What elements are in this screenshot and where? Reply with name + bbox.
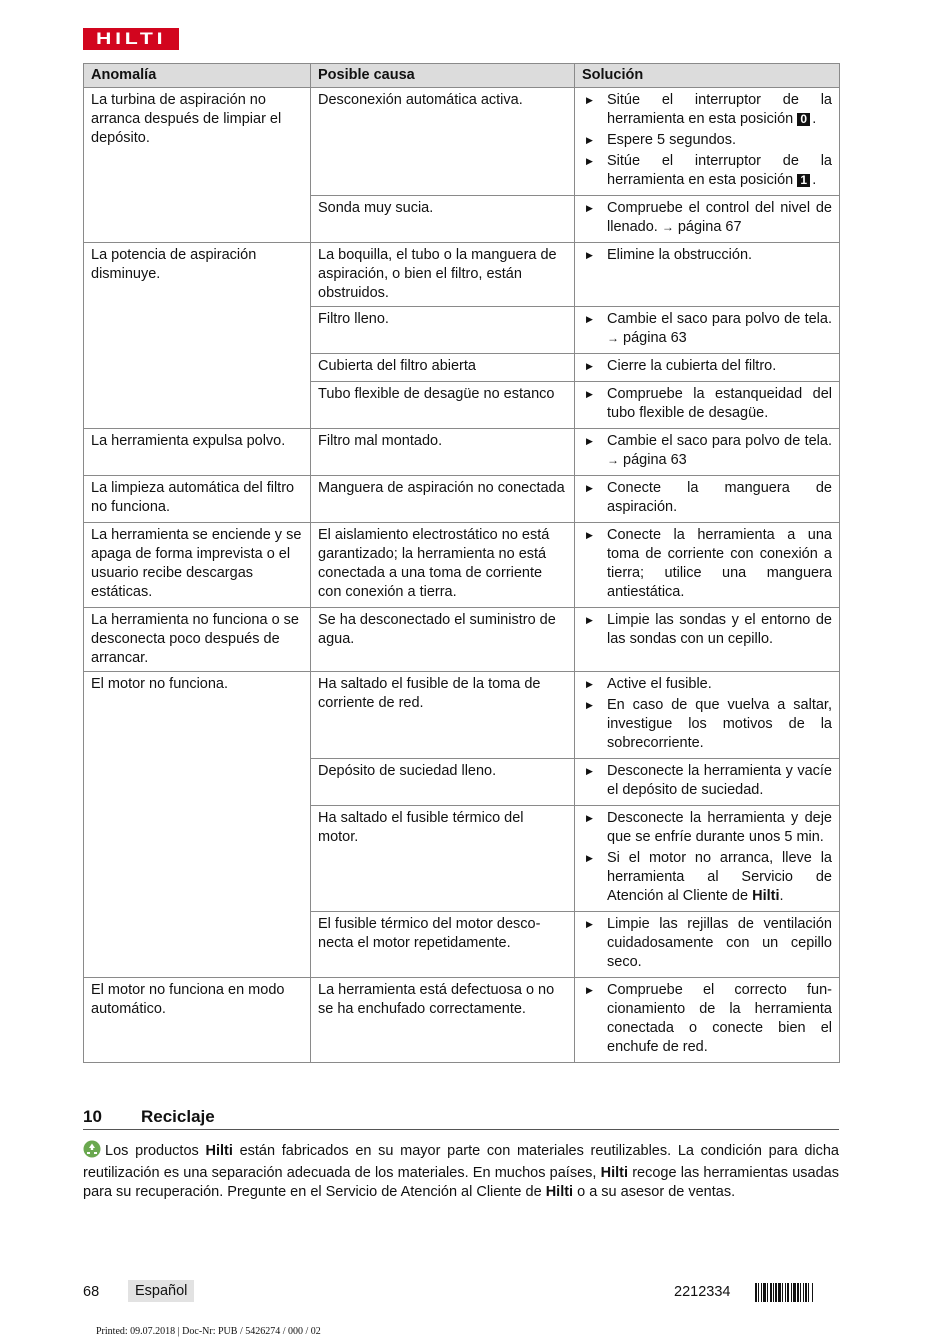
anomaly-cell: La herramienta no funciona o se desconecta poco después de arrancar. <box>84 608 311 672</box>
triangle-bullet-icon: ▶ <box>586 985 593 995</box>
solution-cell <box>575 523 840 608</box>
solution-step: ▶ Compruebe el control del nivel de llenado. → página 67 <box>586 200 832 235</box>
triangle-bullet-icon: ▶ <box>586 766 593 776</box>
arrow-right-icon: → <box>607 331 619 345</box>
arrow-right-icon: → <box>661 220 674 234</box>
cause-cell: Cubierta del filtro abierta <box>311 354 575 382</box>
cause-cell: Sonda muy sucia. <box>311 196 575 243</box>
table-row <box>84 476 840 523</box>
triangle-bullet-icon: ▶ <box>586 95 593 105</box>
page-reference[interactable]: página 63 <box>623 452 687 468</box>
cause-cell: Manguera de aspiración no conectada <box>311 476 575 523</box>
cause-cell: Filtro mal montado. <box>311 429 575 476</box>
solution-cell <box>575 429 840 476</box>
switch-position-0-icon: 0 <box>797 113 810 126</box>
solution-cell <box>575 354 840 382</box>
anomaly-cell: La herramienta se enciende y se apaga de forma imprevista o el usuario recibe descargas estáticas. <box>84 523 311 608</box>
cause-cell: La herramienta está defectuosa o no se ha enchufado correctamente. <box>311 978 575 1063</box>
solution-step: ▶ Cambie el saco para polvo de tela. → página 63 <box>586 311 832 346</box>
table-header-row <box>84 64 840 88</box>
table-row <box>84 672 840 759</box>
anomaly-cell: El motor no funciona en modo automático. <box>84 978 311 1063</box>
solution-step: ▶ Si el motor no arranca, lleve la herramienta al Servicio de Atención al Cliente de Hilti. <box>586 850 832 904</box>
solution-step: ▶ Sitúe el interruptor de la herramienta en esta posición 1 . <box>586 153 832 188</box>
solution-cell <box>575 307 840 354</box>
arrow-right-icon: → <box>607 453 619 467</box>
table-row <box>84 978 840 1063</box>
solution-cell <box>575 759 840 806</box>
cause-cell: Se ha desconectado el suministro de agua. <box>311 608 575 672</box>
triangle-bullet-icon: ▶ <box>586 250 593 260</box>
anomaly-cell: El motor no funciona. <box>84 672 311 978</box>
page-reference[interactable]: página 63 <box>623 330 687 346</box>
recycle-icon <box>83 1140 101 1164</box>
cause-cell: Depósito de suciedad lleno. <box>311 759 575 806</box>
solution-step: ▶ Compruebe el correcto funcionamiento de la herramienta conectada o conecte bien el enchufe de red. <box>586 982 832 1055</box>
print-info: Printed: 09.07.2018 | Doc-Nr: PUB / 5426274 / 000 / 02 <box>96 1326 321 1337</box>
solution-step: ▶ Cambie el saco para polvo de tela. → página 63 <box>586 433 832 468</box>
triangle-bullet-icon: ▶ <box>586 483 593 493</box>
solution-cell <box>575 978 840 1063</box>
solution-cell <box>575 196 840 243</box>
triangle-bullet-icon: ▶ <box>586 919 593 929</box>
solution-step: ▶ Sitúe el interruptor de la herramienta en esta posición 0 . <box>586 92 832 127</box>
table-row <box>84 523 840 608</box>
switch-position-1-icon: 1 <box>797 174 810 187</box>
table-row <box>84 243 840 307</box>
solution-cell <box>575 806 840 912</box>
triangle-bullet-icon: ▶ <box>586 135 593 145</box>
triangle-bullet-icon: ▶ <box>586 156 593 166</box>
recycling-paragraph: Los productos Hilti están fabricados en su mayor parte con materiales reutilizables. La condición para dicha reutilización es una separación adecuada de los materiales. En muchos países, Hilti recoge las herramientas usadas para su recuperación. Pregunte en el Servicio de Atención al Cliente de Hilti o a su asesor de ventas. <box>83 1140 839 1202</box>
solution-cell <box>575 476 840 523</box>
solution-cell <box>575 912 840 978</box>
triangle-bullet-icon: ▶ <box>586 813 593 823</box>
cause-cell: Ha saltado el fusible térmico del motor. <box>311 806 575 912</box>
solution-cell <box>575 243 840 307</box>
table-row <box>84 88 840 196</box>
page-reference[interactable]: página 67 <box>677 219 742 235</box>
triangle-bullet-icon: ▶ <box>586 853 593 863</box>
solution-step: ▶ Limpie las sondas y el entorno de las sondas con un cepillo. <box>586 612 832 647</box>
hilti-logo: HILTI <box>83 28 179 50</box>
solution-cell <box>575 672 840 759</box>
cause-cell: El aislamiento electrostático no está garantizado; la herramienta no está conectada a una toma de corriente con conexión a tierra. <box>311 523 575 608</box>
solution-step: ▶ En caso de que vuelva a saltar, investigue los motivos de la sobrecorriente. <box>586 697 832 751</box>
solution-step: ▶ Elimine la obstrucción. <box>586 247 753 263</box>
triangle-bullet-icon: ▶ <box>586 530 593 540</box>
header-solution: Solución <box>575 64 840 88</box>
triangle-bullet-icon: ▶ <box>586 700 593 710</box>
triangle-bullet-icon: ▶ <box>586 679 593 689</box>
troubleshooting-table <box>83 63 840 1063</box>
header-anomaly: Anomalía <box>84 64 311 88</box>
solution-step: ▶ Compruebe la estanqueidad del tubo flexible de desagüe. <box>586 386 832 421</box>
cause-cell: La boquilla, el tubo o la manguera de aspiración, o bien el filtro, están obstruidos. <box>311 243 575 307</box>
table-row <box>84 429 840 476</box>
triangle-bullet-icon: ▶ <box>586 615 593 625</box>
section-title: Reciclaje <box>141 1107 215 1126</box>
section-number: 10 <box>83 1107 102 1126</box>
document-number: 2212334 <box>674 1284 731 1300</box>
cause-cell: Desconexión automática activa. <box>311 88 575 196</box>
cause-cell: Filtro lleno. <box>311 307 575 354</box>
solution-step: ▶ Active el fusible. <box>586 676 712 692</box>
header-cause: Posible causa <box>311 64 575 88</box>
triangle-bullet-icon: ▶ <box>586 436 593 446</box>
solution-cell <box>575 88 840 196</box>
triangle-bullet-icon: ▶ <box>586 361 593 371</box>
section-heading <box>83 1105 839 1130</box>
brand-name: Hilti <box>752 888 780 904</box>
page-number: 68 <box>83 1284 100 1300</box>
triangle-bullet-icon: ▶ <box>586 389 593 399</box>
anomaly-cell: La limpieza automática del filtro no funciona. <box>84 476 311 523</box>
solution-step: ▶ Desconecte la herramienta y deje que se enfríe durante unos 5 min. <box>586 810 832 845</box>
cause-cell: Tubo flexible de desagüe no estanco <box>311 382 575 429</box>
solution-step: ▶ Conecte la manguera de aspiración. <box>586 480 832 515</box>
anomaly-cell: La turbina de aspiración no arranca después de limpiar el depósito. <box>84 88 311 243</box>
anomaly-cell: La herramienta expulsa polvo. <box>84 429 311 476</box>
solution-step: ▶ Conecte la herramienta a una toma de corriente con conexión a tierra; utilice una manguera antiestática. <box>586 527 832 600</box>
barcode-icon <box>755 1283 839 1302</box>
solution-step: ▶ Espere 5 segundos. <box>586 132 736 148</box>
triangle-bullet-icon: ▶ <box>586 203 593 213</box>
solution-step: ▶ Desconecte la herramienta y vacíe el depósito de suciedad. <box>586 763 832 798</box>
cause-cell: El fusible térmico del motor desconecta el motor repetidamente. <box>311 912 575 978</box>
solution-cell <box>575 608 840 672</box>
table-row <box>84 608 840 672</box>
language-label: Español <box>128 1280 194 1302</box>
triangle-bullet-icon: ▶ <box>586 314 593 324</box>
solution-cell <box>575 382 840 429</box>
solution-step: ▶ Limpie las rejillas de ventilación cuidadosamente con un cepillo seco. <box>586 916 832 970</box>
cause-cell: Ha saltado el fusible de la toma de corriente de red. <box>311 672 575 759</box>
solution-step: ▶ Cierre la cubierta del filtro. <box>586 358 777 374</box>
anomaly-cell: La potencia de aspiración disminuye. <box>84 243 311 429</box>
